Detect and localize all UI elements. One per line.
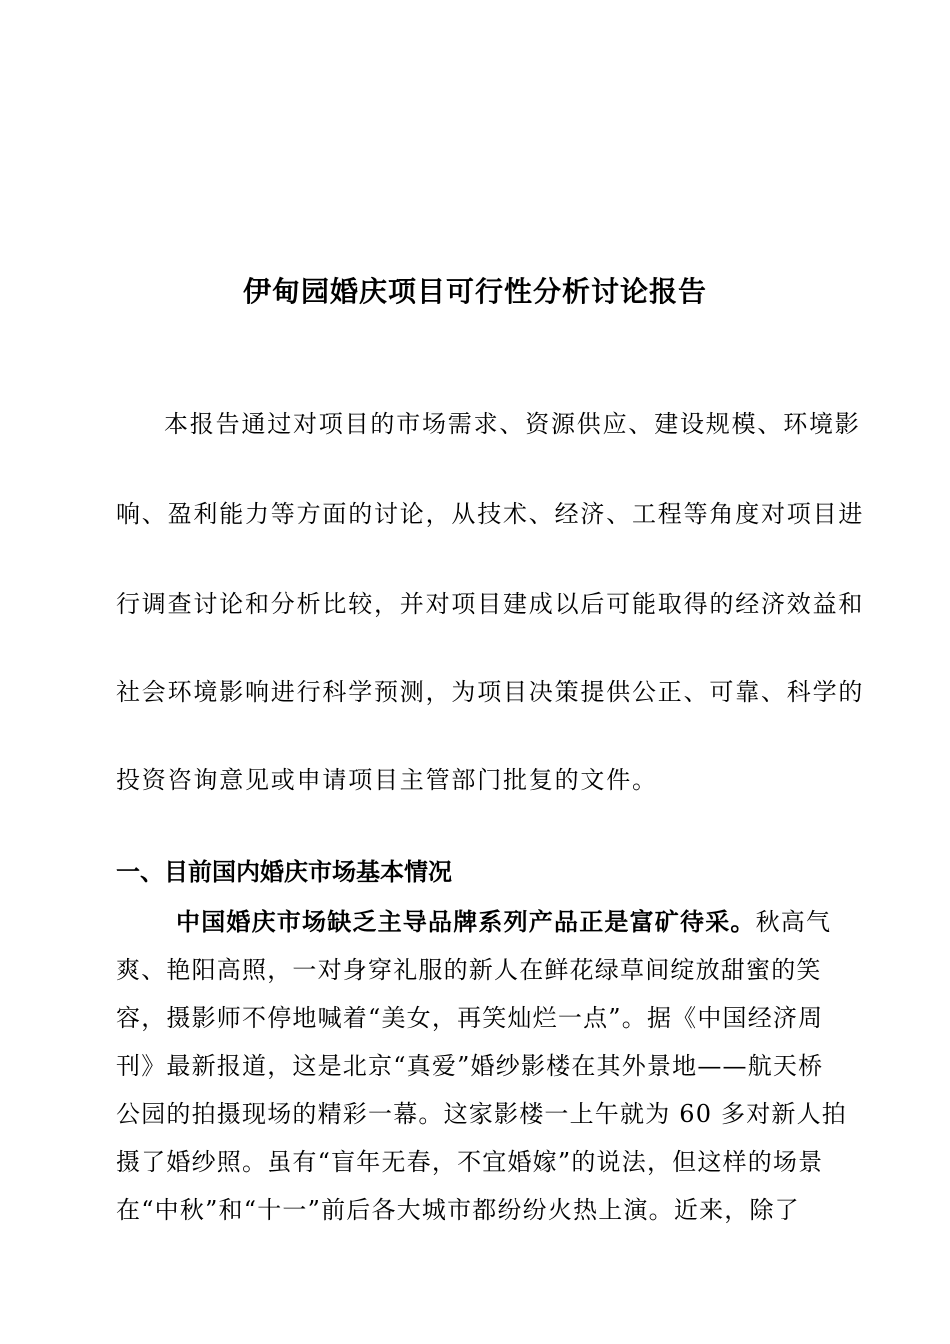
abstract-line-3: 行调查讨论和分析比较，并对项目建成以后可能取得的经济效益和 (116, 590, 865, 618)
paragraph-line-6: 摄了婚纱照。虽有“盲年无春，不宜婚嫁”的说法，但这样的场景 (116, 1148, 824, 1176)
paragraph-line-5: 公园的拍摄现场的精彩一幕。这家影楼一上午就为 60 多对新人拍 (116, 1100, 847, 1128)
paragraph-line-2: 爽、艳阳高照，一对身穿礼服的新人在鲜花绿草间绽放甜蜜的笑 (116, 956, 822, 984)
paragraph-line-3: 容，摄影师不停地喊着“美女，再笑灿烂一点”。据《中国经济周 (116, 1004, 824, 1032)
abstract-line-4: 社会环境影响进行科学预测，为项目决策提供公正、可靠、科学的 (116, 678, 865, 706)
paragraph-first-line (116, 902, 856, 942)
section-heading: 一、目前国内婚庆市场基本情况 (116, 858, 452, 886)
document-title: 伊甸园婚庆项目可行性分析讨论报告 (242, 275, 707, 308)
abstract-line-5: 投资咨询意见或申请项目主管部门批复的文件。 (116, 766, 658, 794)
paragraph-line-7: 在“中秋”和“十一”前后各大城市都纷纷火热上演。近来，除了 (116, 1196, 800, 1224)
first-line-rest: 秋高气 (755, 908, 832, 936)
abstract-line-2: 响、盈利能力等方面的讨论，从技术、经济、工程等角度对项目进 (116, 500, 865, 528)
abstract-line-1: 本报告通过对项目的市场需求、资源供应、建设规模、环境影 (164, 410, 861, 438)
paragraph-line-4: 刊》最新报道，这是北京“真爱”婚纱影楼在其外景地——航天桥 (116, 1052, 824, 1080)
lead-sentence: 中国婚庆市场缺乏主导品牌系列产品正是富矿待采。 (176, 908, 756, 936)
